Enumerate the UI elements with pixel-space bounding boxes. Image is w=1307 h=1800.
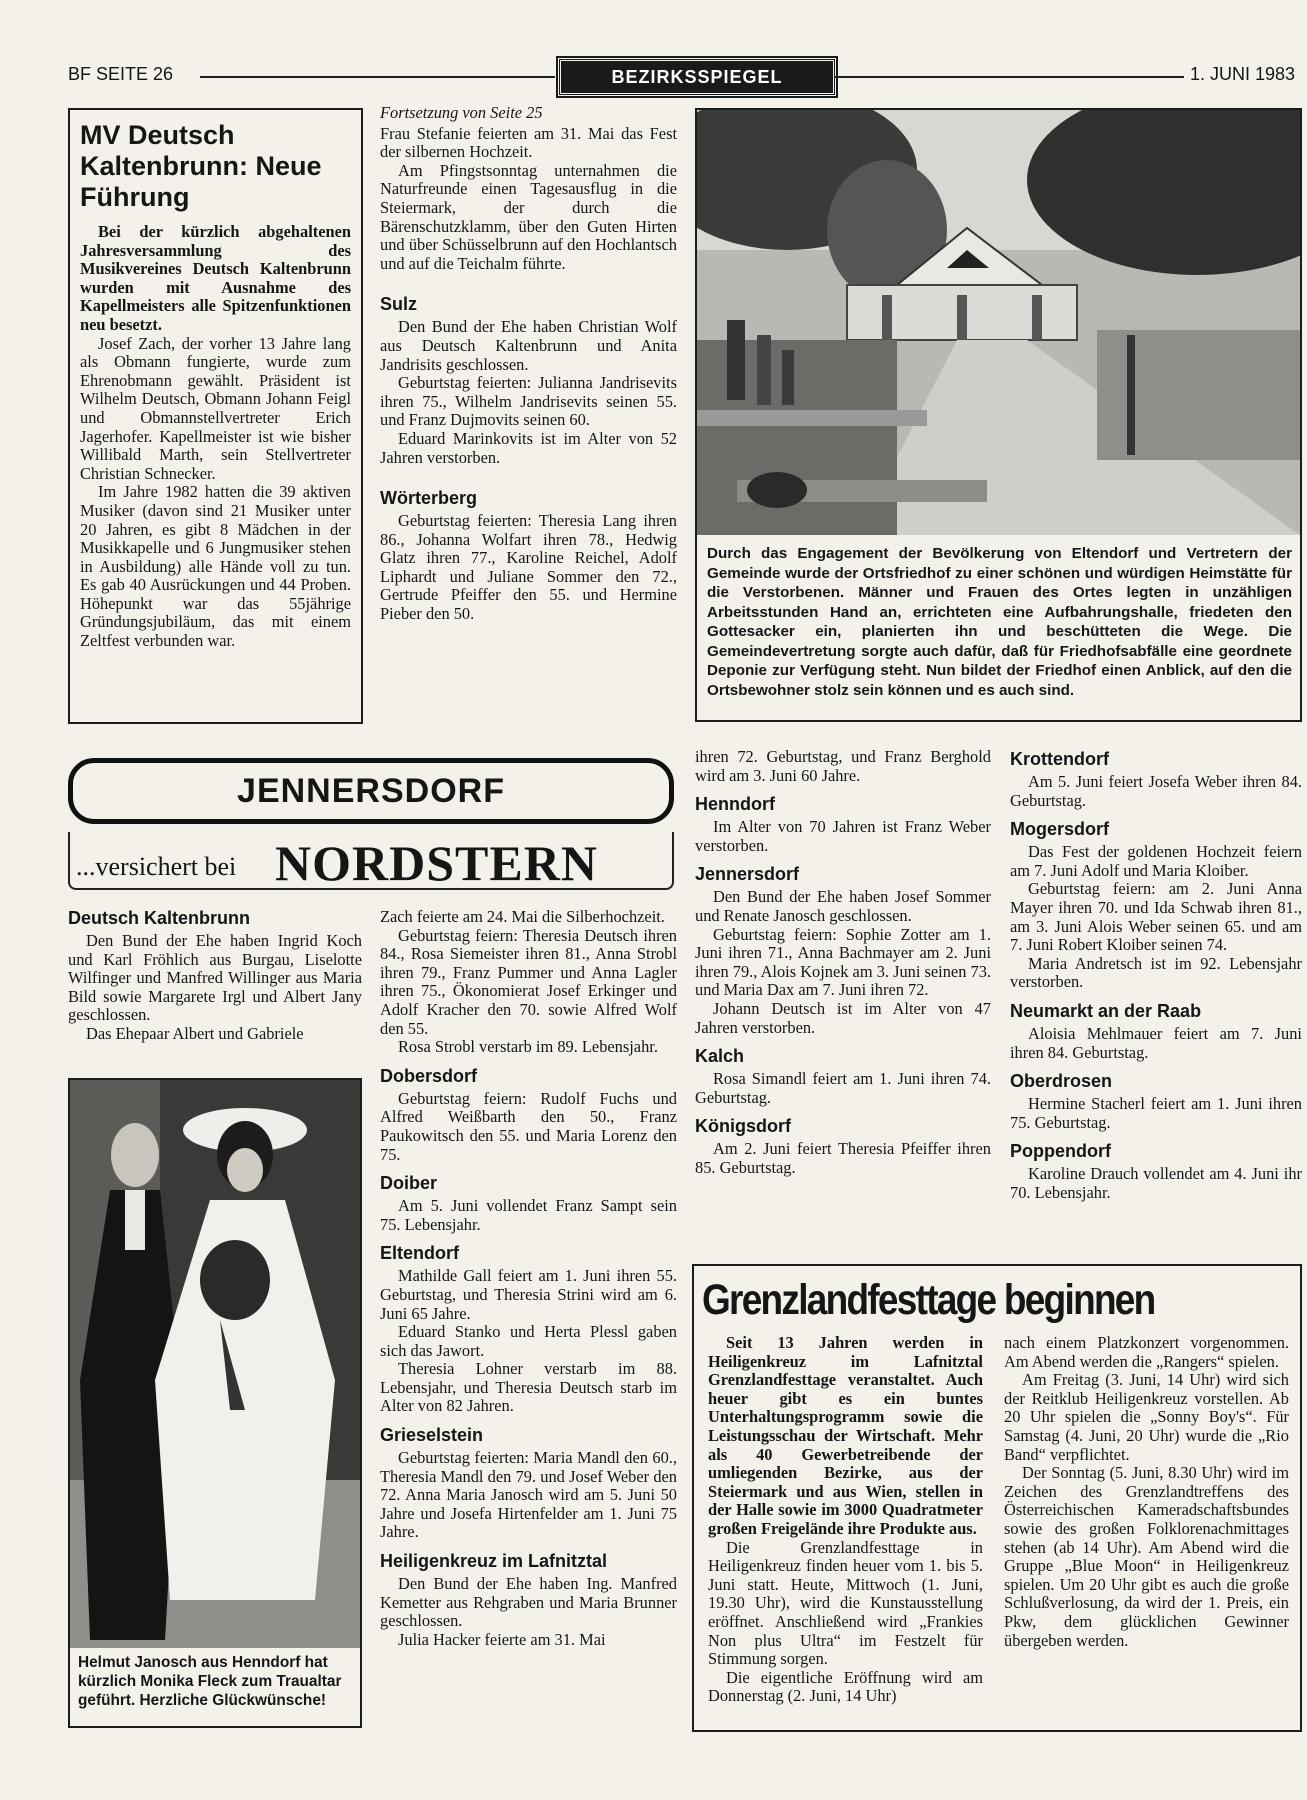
heading-sulz: Sulz [380,294,418,315]
col2b-p1: Zach feierte am 24. Mai die Silberhochzeit. [380,907,665,926]
mogersdorf-p2: Geburtstag feiern: am 2. Juni Anna Mayer ihren 70. und Ida Schwab ihren 81., am 3. Juni Alois Weber seinen 65. und am 7. Juni Robert Kloiber seinen 74. [1010,879,1302,955]
grenzland-article [692,1264,1302,1732]
heiligenkreuz-p1: Den Bund der Ehe haben Ing. Manfred Kemetter aus Rehgraben und Maria Brunner geschlossen. [380,1574,677,1631]
heading-oberdrosen: Oberdrosen [1010,1071,1113,1092]
sulz-p1: Den Bund der Ehe haben Christian Wolf aus Deutsch Kaltenbrunn und Anita Jandrisits geschlossen. [380,317,677,374]
col2b-p2: Geburtstag feiern: Theresia Deutsch ihren 84., Rosa Siemeister ihren 81., Anna Strobl ihren 79., Franz Pummer und Anna Lagler ihren 75., Ökonomierat Josef Erkinger und Adolf Kracher den 70. sowie Alfred Wolf den 55. [380,925,677,1038]
mogersdorf-p1: Das Fest der goldenen Hochzeit feiern am 7. Juni Adolf und Maria Kloiber. [1010,842,1302,880]
header-left: BF SEITE 26 [68,64,174,84]
wedding-photo [70,1080,360,1648]
header-banner: BEZIRKSSPIEGEL [558,58,836,96]
heading-deutsch-kaltenbrunn: Deutsch Kaltenbrunn [68,908,251,928]
dk-p1: Den Bund der Ehe haben Ingrid Koch und Karl Fröhlich aus Burgau, Liselotte Wilfinger und Manfred Willinger aus Maria Bild sowie Margarete Irgl und Albert Jany geschlossen. [68,931,362,1025]
oberdrosen-p1: Hermine Stacherl feiert am 1. Juni ihren 75. Geburtstag. [1010,1094,1302,1132]
dk-p2: Das Ehepaar Albert und Gabriele [86,1023,304,1043]
eltendorf-p2: Eduard Stanko und Herta Plessl gaben sich das Jawort. [380,1322,677,1360]
grenzland-p5: Der Sonntag (5. Juni, 8.30 Uhr) wird im Zeichen des Grenzlandtreffens des Österreichischen Kameradschaftsbundes sowie des großen Folklorenachmittages stehen (ab 14 Uhr). Am Abend wird die Gruppe „Blue Moon“ in Heiligenkreuz spielen. Um 20 Uhr gibt es auch die große Schlußverlosung, da wird der 1. Preis, ein Pkw, dem glücklichen Gewinner übergeben werden. [1004,1463,1289,1650]
cemetery-image [697,110,1300,535]
heading-eltendorf: Eltendorf [380,1243,459,1264]
sponsor-line [68,832,674,890]
grenzland-lead: Seit 13 Jahren werden in Heiligenkreuz im Lafnitztal Grenzlandfesttage veranstaltet. Auch heuer gibt es ein buntes Unterhaltungsprogramm sowie die Leistungsschau der Wirtschaft. Mehr als 40 Gewerbetreibende der umliegenden Bezirke, aus der Steiermark und aus Wien, stellen in der Halle sowie im 3000 Quadratmeter großen Freigelände ihre Produkte aus. [708,1333,983,1538]
mogersdorf-p3: Maria Andretsch ist im 92. Lebensjahr verstorben. [1010,953,1302,992]
koenigsdorf-p1: Am 2. Juni feiert Theresia Pfeiffer ihren 85. Geburtstag. [695,1139,991,1177]
heading-grieselstein: Grieselstein [380,1425,484,1446]
cemetery-feature [695,108,1302,722]
kalch-p1: Rosa Simandl feiert am 1. Juni ihren 74. Geburtstag. [695,1069,991,1107]
heading-heiligenkreuz: Heiligenkreuz im Lafnitztal [380,1551,608,1572]
grenzland-p4: Am Freitag (3. Juni, 14 Uhr) wird sich der Reitklub Heiligenkreuz vorstellen. Ab 20 Uhr spielen die „Sonny Boy's“. Für Samstag (4. Juni, 20 Uhr) wurde die „Rio Band“ verpflichtet. [1004,1370,1289,1464]
krottendorf-p1: Am 5. Juni feiert Josefa Weber ihren 84. Geburtstag. [1010,772,1302,810]
heading-doiber: Doiber [380,1173,438,1194]
continued-note: Fortsetzung von Seite 25 [380,103,543,122]
eltendorf-p1: Mathilde Gall feiert am 1. Juni ihren 55. Geburtstag, und Theresia Strini wird am 6. Juni 65 Jahre. [380,1266,677,1323]
heading-krottendorf: Krottendorf [1010,749,1109,769]
neumarkt-p1: Aloisia Mehlmauer feiert am 7. Juni ihren 84. Geburtstag. [1010,1023,1302,1062]
sulz-p2: Geburtstag feierten: Julianna Jandrisevits ihren 75., Wilhelm Jandrisevits seinen 55. und Franz Dujmovits seinen 60. [380,373,677,430]
mv-article-lead: Bei der kürzlich abgehaltenen Jahresversammlung des Musikvereines Deutsch Kaltenbrunn wurden mit Ausnahme des Kapellmeisters alle Spitzenfunktionen neu besetzt. [80,222,351,334]
sponsor-prefix: ...versichert bei [76,852,237,881]
grenzland-col-b [1004,1334,1289,1650]
heading-dobersdorf: Dobersdorf [380,1065,478,1086]
wedding-image [70,1080,360,1648]
header-rule-right [834,76,1184,78]
mv-article-p1: Josef Zach, der vorher 13 Jahre lang als Obmann fungierte, wurde zum Ehrenobmann gewählt. Präsident ist Wilhelm Deutsch, Obmann Johann Feigl und Obmannstellvertreter Erich Jagerhofer. Kapellmeister ist wie bisher Willibald Marth, sein Stellvertreter Christian Schnecker. [80,333,351,483]
henndorf-p1: Im Alter von 70 Jahren ist Franz Weber verstorben. [695,817,991,855]
grenzland-p1: Die Grenzlandfesttage in Heiligenkreuz finden heuer vom 1. bis 5. Juni statt. Heute, Mittwoch (1. Juni, 19.30 Uhr), wird die Kunstausstellung eröffnet. Anschließend wird „Frankies Non plus Ultra“ im Festzelt für Stimmung sorgen. [708,1537,983,1669]
section-title: JENNERSDORF [68,758,674,824]
col3-bottom [695,748,991,1178]
grieselstein-p1: Geburtstag feierten: Maria Mandl den 60., Theresia Mandl den 79. und Josef Weber den 72. Anna Maria Janosch wird am 5. Juni 50 Jahre und Josefa Hirtenfelder am 1. Juni 75 Jahre. [380,1448,677,1542]
jennersdorf-p3: Johann Deutsch ist im Alter von 47 Jahren verstorben. [695,998,991,1037]
col2-top-p2: Am Pfingstsonntag unternahmen die Naturfreunde einen Tagesausflug in die Steiermark, der durch die Bärenschutzklamm, über den Guten Hirten und über Schüsselbrunn auf den Hochlantsch und auf die Teichalm führte. [380,160,677,273]
mv-article-p2: Im Jahre 1982 hatten die 39 aktiven Musiker (davon sind 21 Musiker unter 20 Jahren, es gibt 8 Mädchen in der Musikkapelle und 6 Jungmusiker stehen in Ausbildung) alle Hände voll zu tun. Es gab 40 Ausrückungen und 44 Proben. Höhepunkt war das 55jährige Gründungsjubiläum, das mit einem Zeltfest verbunden war. [80,482,351,651]
heading-poppendorf: Poppendorf [1010,1141,1111,1162]
col4-bottom [1010,744,1302,1203]
cemetery-caption: Durch das Engagement der Bevölkerung von Eltendorf und Vertretern der Gemeinde wurde der Ortsfriedhof zu einer schönen und würdigen Heimstätte für die Verstorbenen. Männer und Frauen des Ortes legten in unzähligen Arbeitsstunden Hand an, errichteten eine Aufbahrungshalle, friedeten den Gottesacker ein, planierten ihn und beschütteten die Wege. Die Gemeindevertretung sorgte auch dafür, daß für Friedhofsabfälle eine geordnete Deponie zur Verfügung steht. Nun bildet der Friedhof einen Anblick, auf den die Ortsbewohner stolz sein können und es auch sind. [707,545,1292,699]
header-date: 1. JUNI 1983 [1190,64,1296,84]
mv-article [68,108,363,724]
heading-woerterberg: Wörterberg [380,488,478,509]
cemetery-photo [697,110,1300,535]
heading-koenigsdorf: Königsdorf [695,1116,791,1137]
woerterberg-p1: Geburtstag feierten: Theresia Lang ihren 86., Johanna Wolfart ihren 78., Hedwig Glatz ihren 77., Karoline Reichel, Adolf Liphardt und Juliane Sommer den 72., Gertrude Pfeiffer den 55. und Hermine Pieber den 50. [380,511,677,624]
grenzland-title: Grenzlandfesttage beginnen [702,1276,1155,1324]
grenzland-p3: nach einem Platzkonzert vorgenommen. Am Abend werden die „Rangers“ spielen. [1004,1333,1289,1371]
jennersdorf-p1: Den Bund der Ehe haben Josef Sommer und Renate Janosch geschlossen. [695,887,991,925]
col2b-p3: Rosa Strobl verstarb im 89. Lebensjahr. [398,1037,658,1057]
mv-article-title: MV Deutsch Kaltenbrunn: Neue Führung [80,120,322,212]
eltendorf-p3: Theresia Lohner verstarb im 88. Lebensjahr, und Theresia Deutsch starb im Alter von 82 Jahren. [380,1359,677,1416]
col3b-p1: ihren 72. Geburtstag, und Franz Berghold wird am 3. Juni 60 Jahre. [695,747,991,785]
grenzland-p2: Die eigentliche Eröffnung wird am Donnerstag (2. Juni, 14 Uhr) [708,1667,983,1706]
wedding-feature [68,1078,362,1728]
heading-mogersdorf: Mogersdorf [1010,819,1109,840]
sponsor-name: NORDSTERN [275,835,598,891]
heading-kalch: Kalch [695,1046,745,1067]
heading-neumarkt: Neumarkt an der Raab [1010,1000,1202,1021]
poppendorf-p1: Karoline Drauch vollendet am 4. Juni ihr 70. Lebensjahr. [1010,1164,1302,1202]
col2-bottom [380,908,677,1649]
dobersdorf-p1: Geburtstag feiern: Rudolf Fuchs und Alfred Weißbarth den 50., Franz Paukowitsch den 55. und Maria Lorenz den 75. [380,1088,677,1164]
heiligenkreuz-p2: Julia Hacker feierte am 31. Mai [398,1629,606,1649]
heading-jennersdorf: Jennersdorf [695,864,800,885]
doiber-p1: Am 5. Juni vollendet Franz Sampt sein 75. Lebensjahr. [380,1196,677,1234]
wedding-caption: Helmut Janosch aus Henndorf hat kürzlich Monika Fleck zum Traualtar geführt. Herzliche Glückwünsche! [78,1654,342,1709]
sulz-p3: Eduard Marinkovits ist im Alter von 52 Jahren verstorben. [380,428,677,467]
col2-top-p1: Frau Stefanie feierten am 31. Mai das Fest der silbernen Hochzeit. [380,123,677,162]
col1-bottom [68,902,362,1044]
col2-top [380,104,677,624]
jennersdorf-p2: Geburtstag feiern: Sophie Zotter am 1. Juni ihren 71., Anna Bachmayer am 2. Juni ihren 79., Alois Kojnek am 3. Juni seinen 73. und Maria Dax am 7. Juni ihren 72. [695,924,991,1000]
heading-henndorf: Henndorf [695,794,775,815]
header-rule-left [200,76,555,78]
grenzland-col-a [708,1334,983,1706]
